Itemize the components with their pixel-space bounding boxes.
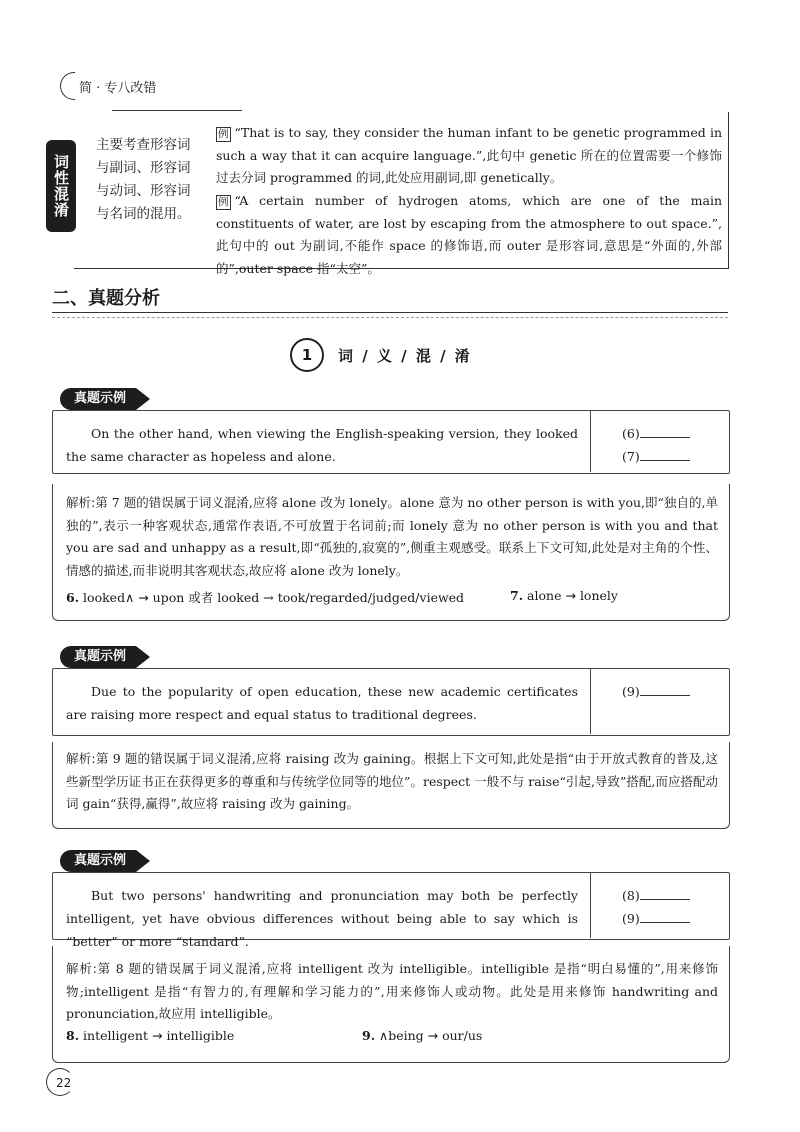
- chapter-header: [60, 72, 156, 100]
- answer-number: 6.: [66, 590, 80, 605]
- case-analysis: [66, 958, 718, 1026]
- case-label: 真题示例: [60, 850, 136, 872]
- section-rule: [52, 312, 728, 313]
- analysis-lead: 解析:: [66, 751, 96, 766]
- answer-from: ∧being: [379, 1028, 424, 1043]
- case-blanks: [622, 422, 690, 468]
- arrow-icon: →: [151, 1028, 163, 1043]
- answer-from: intelligent: [83, 1028, 148, 1043]
- answer-number: 8.: [66, 1028, 80, 1043]
- blank-label: (9): [622, 684, 640, 699]
- case-analysis: [66, 748, 718, 816]
- example-mark: 例: [218, 196, 229, 208]
- example-text: “That is to say, they consider the human infant to be genetic programmed in such a way that it can acquire language.”,此句中 genetic 所在的位置需要一个修饰过去分词 programmed 的词,此处应用副词,即 genetically。: [216, 125, 722, 185]
- example-mark: 例: [218, 128, 229, 140]
- blank-label: (9): [622, 911, 640, 926]
- arrow-icon: →: [427, 1028, 439, 1043]
- subsection-number: 1: [290, 338, 324, 372]
- case-question-text: Due to the popularity of open education, these new academic certificates are raising more respect and equal status to traditional degrees.: [66, 684, 578, 722]
- case-label: 真题示例: [60, 388, 136, 410]
- blank-line[interactable]: [640, 445, 690, 461]
- answer-to: upon 或者 looked → took/regarded/judged/viewed: [152, 590, 465, 605]
- header-bracket-decoration: [60, 72, 75, 100]
- case-question-text: On the other hand, when viewing the English-speaking version, they looked the same character as hopeless and alone.: [66, 426, 578, 464]
- case-blanks: [622, 884, 690, 930]
- answer-item: [66, 1028, 234, 1043]
- blank-line[interactable]: [640, 422, 690, 438]
- analysis-text: 第 9 题的错误属于词义混淆,应将 raising 改为 gaining。根据上下文可知,此处是指“由于开放式教育的普及,这些新型学历证书正在获得更多的尊重和与传统学位同等的地位”。respect 一般不与 raise“引起,导致”搭配,而应搭配动词 gain“获得,赢得”,故应将 raising 改为 gaining。: [66, 751, 718, 811]
- section-title: 二、真题分析: [52, 288, 160, 309]
- subsection-title: 词 / 义 / 混 / 淆: [338, 346, 472, 365]
- case-blanks: [622, 680, 690, 703]
- answer-item: [66, 588, 464, 606]
- answer-to: lonely: [579, 588, 618, 603]
- chapter-header-label: 简 · 专八改错: [79, 80, 157, 96]
- analysis-lead: 解析:: [66, 961, 97, 976]
- answer-number: 7.: [510, 588, 524, 603]
- analysis-text: 第 7 题的错误属于词义混淆,应将 alone 改为 lonely。alone 意为 no other person is with you,即“独自的,单独的”,表示一种客观状态,通常作表语,不可放置于名词前;而 lonely 意为 no other person is with you and that you are sad and unhappy as a result,即“孤独的,寂寞的”,侧重主观感受。联系上下文可知,此处是对主角的个性、情感的描述,而非说明其客观状态,故应将 alone 改为 lonely。: [66, 495, 718, 578]
- case-label: 真题示例: [60, 646, 136, 668]
- answer-item: [510, 588, 618, 603]
- analysis-lead: 解析:: [66, 495, 96, 510]
- page-number: 22: [56, 1076, 72, 1090]
- arrow-icon: →: [138, 590, 149, 605]
- section-rule-dashed: [52, 317, 728, 318]
- answer-to: intelligible: [166, 1028, 235, 1043]
- intro-example-2: [216, 190, 722, 280]
- answer-from: looked∧: [83, 590, 135, 605]
- answer-number: 9.: [362, 1028, 376, 1043]
- intro-example-1: [216, 122, 722, 190]
- case-divider: [590, 872, 591, 938]
- case-question-text: But two persons' handwriting and pronunciation may both be perfectly intelligent, yet have obvious differences without being able to say which is “better” or more “standard”.: [66, 888, 578, 949]
- arrow-icon: →: [565, 588, 576, 603]
- header-rule: [112, 110, 242, 111]
- case-divider: [590, 410, 591, 472]
- intro-description: 主要考查形容词与副词、形容词与动词、形容词与名词的混用。: [96, 137, 191, 222]
- case-analysis: [66, 492, 718, 582]
- blank-label: (8): [622, 888, 640, 903]
- subsection-heading: [290, 338, 472, 372]
- blank-line[interactable]: [640, 680, 690, 696]
- intro-tag: 词性混淆: [46, 140, 76, 232]
- answer-from: alone: [527, 588, 562, 603]
- blank-line[interactable]: [640, 884, 690, 900]
- blank-line[interactable]: [640, 907, 690, 923]
- answer-item: [362, 1028, 482, 1043]
- answer-to: our/us: [442, 1028, 483, 1043]
- blank-label: (7): [622, 449, 640, 464]
- example-text: “A certain number of hydrogen atoms, which are one of the main constituents of water, are lost by escaping from the atmosphere to out space.”,此句中的 out 为副词,不能作 space 的修饰语,而 outer 是形容词,意思是“外面的,外部的”,outer space 指“太空”。: [216, 193, 722, 276]
- case-divider: [590, 668, 591, 734]
- analysis-text: 第 8 题的错误属于词义混淆,应将 intelligent 改为 intelligible。intelligible 是指“明白易懂的”,用来修饰物;intelligent 是指“有智力的,有理解和学习能力的”,用来修饰人或动物。此处是用来修饰 handwriting and pronunciation,故应用 intelligible。: [66, 961, 718, 1021]
- blank-label: (6): [622, 426, 640, 441]
